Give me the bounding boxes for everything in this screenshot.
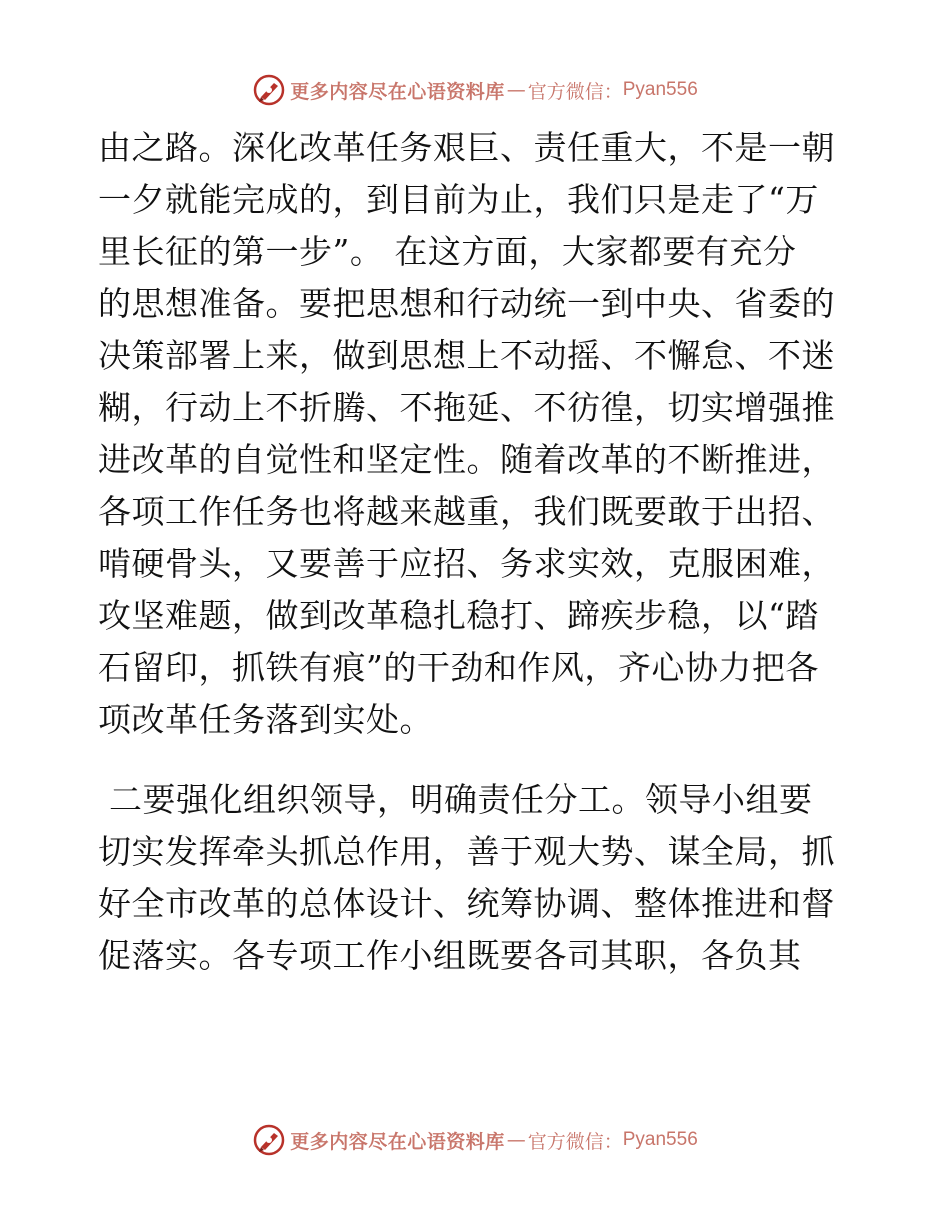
banner-wechat-label: 官方微信： bbox=[527, 1130, 623, 1153]
red-pen-seal-icon bbox=[252, 73, 286, 107]
banner-wechat-id: Pyan556 bbox=[622, 79, 698, 100]
text-line: 里长征的第一步”。 在这方面，大家都要有充分 bbox=[98, 232, 797, 271]
text-line: 各项工作任务也将越来越重，我们既要敢于出招、 bbox=[98, 492, 835, 531]
text-line: 促落实。各专项工作小组既要各司其职，各负其 bbox=[98, 936, 802, 975]
banner-separator: — bbox=[506, 79, 526, 101]
text-line: 由之路。深化改革任务艰巨、责任重大，不是一朝 bbox=[98, 128, 835, 167]
banner-promo-text: 更多内容尽在心语资料库 bbox=[290, 80, 505, 103]
footer-banner bbox=[0, 1120, 950, 1160]
paragraph-2 bbox=[98, 774, 858, 982]
red-pen-seal-icon bbox=[252, 1123, 286, 1157]
document-body bbox=[98, 122, 858, 982]
text-line: 的思想准备。要把思想和行动统一到中央、省委的 bbox=[98, 284, 835, 323]
paragraph-1 bbox=[98, 122, 858, 746]
text-line: 切实发挥牵头抓总作用，善于观大势、谋全局，抓 bbox=[98, 832, 835, 871]
header-banner bbox=[0, 70, 950, 110]
text-line: 攻坚难题，做到改革稳扎稳打、蹄疾步稳，以“踏 bbox=[98, 596, 819, 635]
text-line: 石留印，抓铁有痕”的干劲和作风，齐心协力把各 bbox=[98, 648, 819, 687]
banner-separator: — bbox=[506, 1129, 526, 1151]
banner-promo-text: 更多内容尽在心语资料库 bbox=[290, 1130, 505, 1153]
text-line: 一夕就能完成的，到目前为止，我们只是走了“万 bbox=[98, 180, 819, 219]
text-line: 糊，行动上不折腾、不拖延、不彷徨，切实增强推 bbox=[98, 388, 835, 427]
banner-wechat-label: 官方微信： bbox=[527, 80, 623, 103]
text-line: 啃硬骨头，又要善于应招、务求实效，克服困难， bbox=[98, 544, 835, 583]
text-line: 二要强化组织领导，明确责任分工。领导小组要 bbox=[98, 780, 813, 819]
banner-wechat-id: Pyan556 bbox=[622, 1129, 698, 1150]
text-line: 进改革的自觉性和坚定性。随着改革的不断推进， bbox=[98, 440, 835, 479]
text-line: 项改革任务落到实处。 bbox=[98, 700, 433, 739]
text-line: 决策部署上来，做到思想上不动摇、不懈怠、不迷 bbox=[98, 336, 835, 375]
text-line: 好全市改革的总体设计、统筹协调、整体推进和督 bbox=[98, 884, 835, 923]
